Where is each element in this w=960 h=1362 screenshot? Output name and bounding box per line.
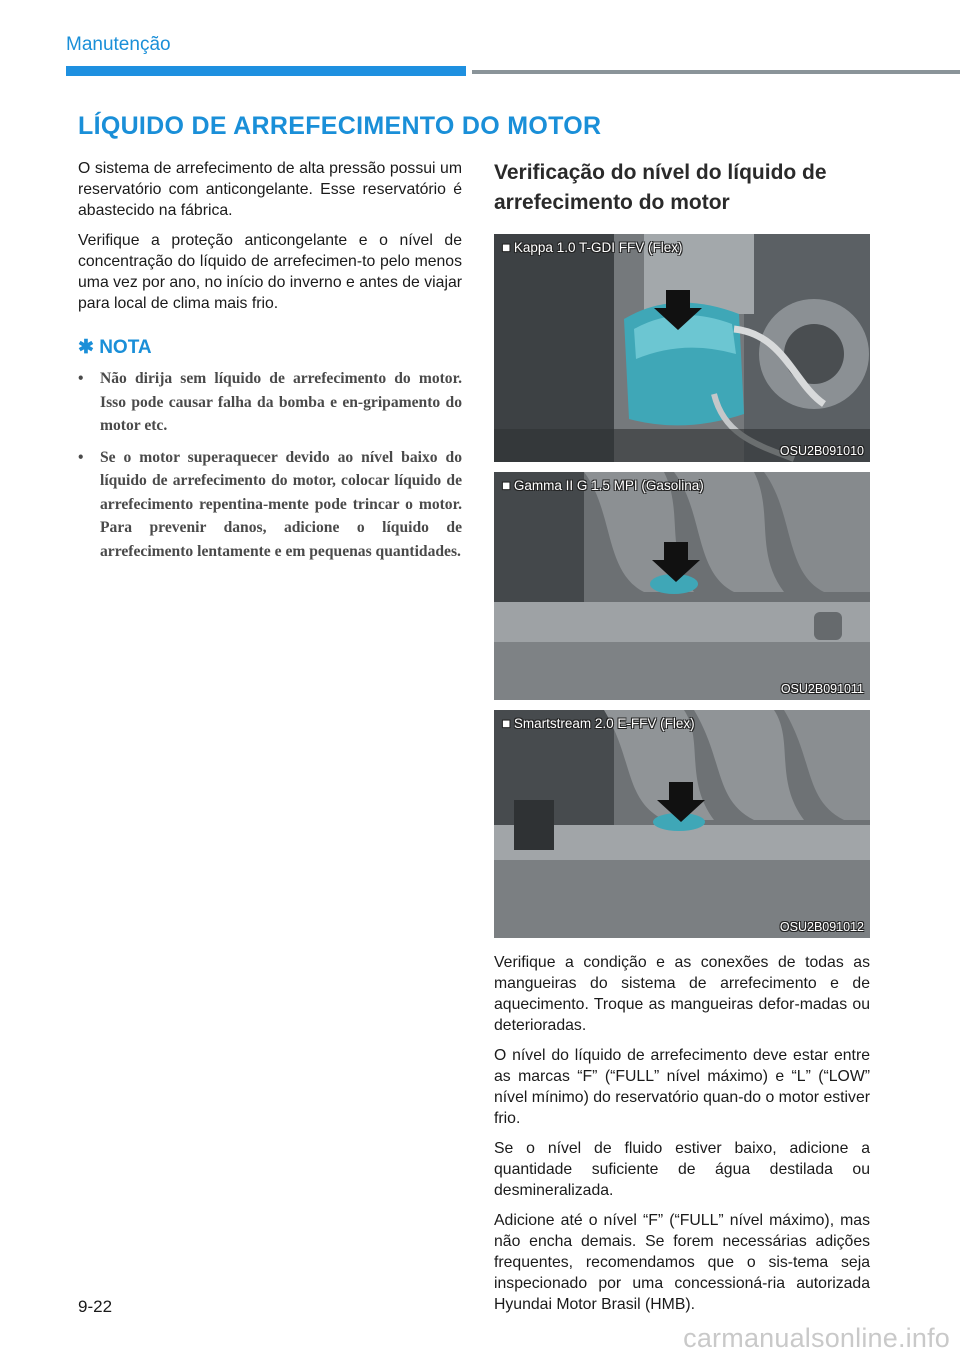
header-accent-bar [66, 66, 466, 76]
low-level-paragraph: Se o nível de fluido estiver baixo, adicione a quantidade suficiente de água destilada ou desmineralizada. [494, 1140, 870, 1199]
photo-code: OSU2B091010 [779, 444, 864, 458]
subsection-title: Verificação do nível do líquido de arrefecimento do motor [494, 161, 827, 214]
asterisk-icon: ✱ [78, 337, 94, 358]
coolant-reservoir-photo [494, 710, 870, 938]
nota-list [78, 367, 462, 563]
photo-code: OSU2B091012 [779, 920, 864, 934]
engine-photo-gamma [494, 472, 870, 700]
photo-code: OSU2B091011 [780, 682, 864, 696]
right-body [494, 952, 870, 1315]
nota-item-text: Se o motor superaquecer devido ao nível baixo do líquido de arrefecimento do motor, colocar líquido de arrefecimento repentina-mente pode trincar o motor. Para prevenir danos, adicione o líquido de arrefecimento lentamente e em pequenas quantidades. [100, 448, 462, 560]
nota-item-text: Não dirija sem líquido de arrefecimento do motor. Isso pode causar falha da bomba e en-gripamento do motor etc. [100, 370, 462, 434]
header-rule [472, 70, 960, 74]
nota-item [78, 446, 462, 564]
page-number: 9-22 [78, 1297, 113, 1316]
nota-title: NOTA [99, 337, 152, 358]
photo-caption: ■ Gamma II G 1.5 MPI (Gasolina) [502, 478, 704, 493]
intro-paragraph: O sistema de arrefecimento de alta pressão possui um reservatório com anticongelante. Esse reservatório é abastecido na fábrica. [78, 160, 462, 219]
hoses-paragraph: Verifique a condição e as conexões de todas as mangueiras do sistema de arrefecimento e de aquecimento. Troque as mangueiras defor-madas ou deterioradas. [494, 954, 870, 1034]
nota-item [78, 367, 462, 438]
level-paragraph: O nível do líquido de arrefecimento deve estar entre as marcas “F” (“FULL” nível máximo) e “L” (“LOW” nível mínimo) do reservatório quan-do o motor estiver frio. [494, 1047, 870, 1127]
right-column [494, 158, 870, 1324]
section-title: LÍQUIDO DE ARREFECIMENTO DO MOTOR [78, 112, 602, 140]
bullet-icon: • [78, 370, 84, 387]
watermark: carmanualsonline.info [683, 1323, 950, 1353]
engine-photo-smartstream [494, 710, 870, 938]
photo-caption: ■ Kappa 1.0 T-GDI FFV (Flex) [502, 240, 683, 255]
header-title: Manutenção [66, 34, 171, 55]
engine-photo-kappa [494, 234, 870, 462]
coolant-reservoir-photo [494, 472, 870, 700]
left-column [78, 158, 462, 571]
nota-heading [78, 336, 462, 359]
bullet-icon: • [78, 448, 84, 466]
check-paragraph: Verifique a proteção anticongelante e o nível de concentração do líquido de arrefecimen-to pelo menos uma vez por ano, no início do inverno e antes de viajar para local de clima mais frio. [78, 232, 462, 312]
coolant-reservoir-photo [494, 234, 870, 462]
photo-caption: ■ Smartstream 2.0 E-FFV (Flex) [502, 716, 695, 731]
refill-paragraph: Adicione até o nível “F” (“FULL” nível máximo), mas não encha demais. Se forem necessárias adições frequentes, recomendamos que o sis-tema seja inspecionado por uma concessioná-ria autorizada Hyundai Motor Brasil (HMB). [494, 1212, 870, 1313]
